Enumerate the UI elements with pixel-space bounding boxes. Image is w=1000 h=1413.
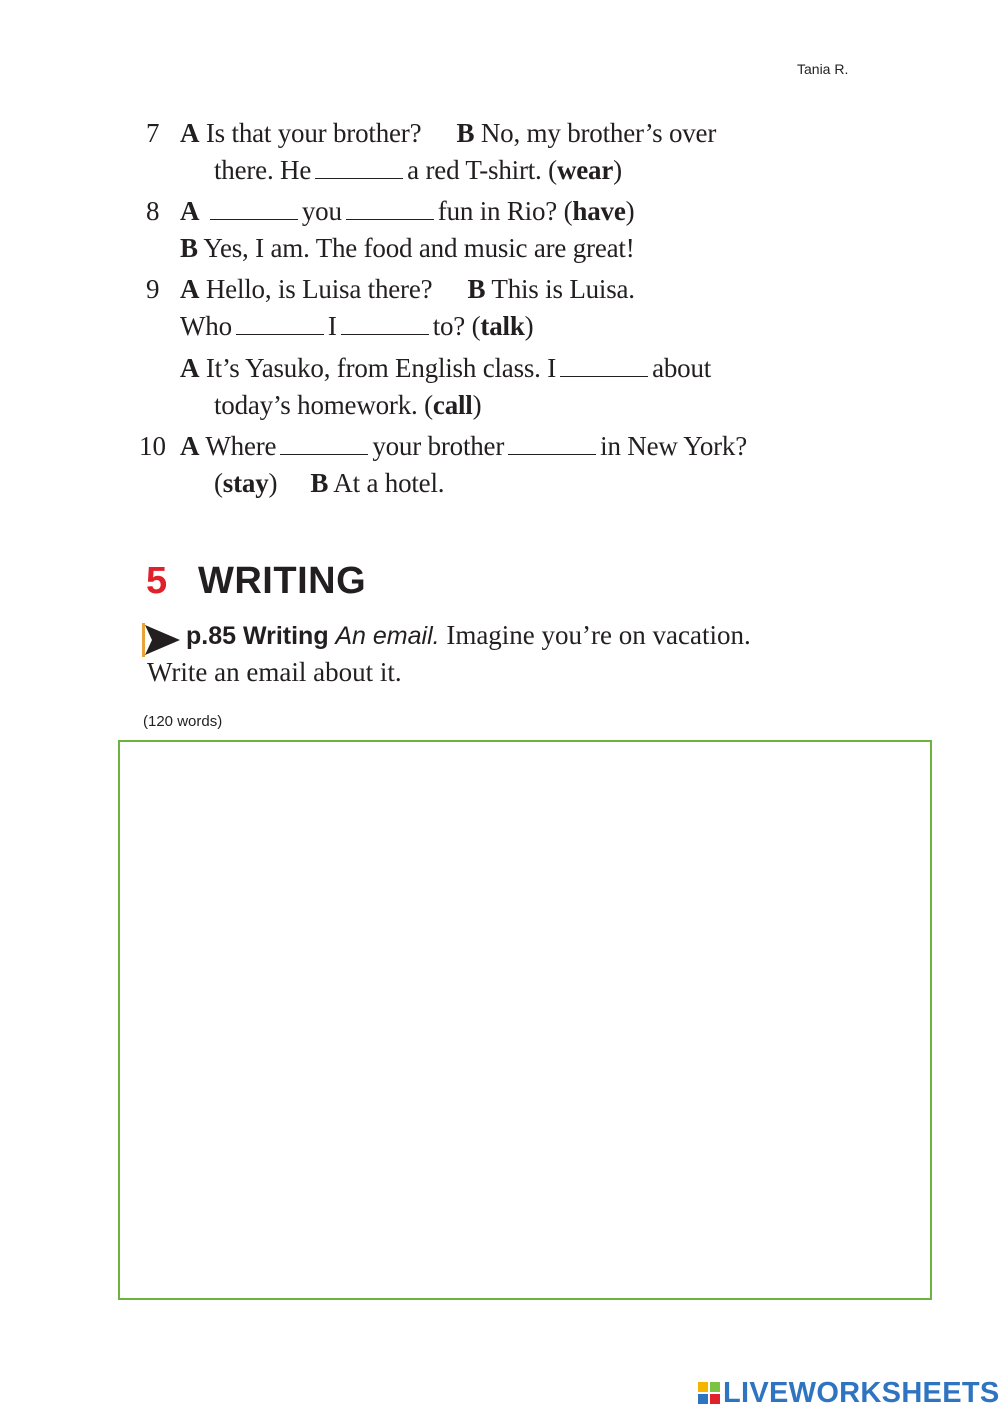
dialogue-text: Yes, I am. The food and music are great! [203, 233, 635, 263]
dialogue-text: today’s homework. ( [214, 390, 433, 420]
speaker-label: B [310, 468, 329, 498]
dialogue-text: to? ( [432, 311, 481, 341]
dialogue-text: ) [472, 390, 482, 420]
section-number: 5 [146, 560, 168, 602]
dialogue-text: fun in Rio? ( [437, 196, 573, 226]
speaker-label: B [467, 274, 486, 304]
question-8-line-1 [180, 196, 634, 227]
question-number: 9 [146, 274, 160, 304]
dialogue-text: Who [180, 311, 232, 341]
logo-icon [698, 1382, 720, 1404]
answer-blank[interactable] [508, 434, 596, 455]
section-title: WRITING [198, 560, 367, 602]
answer-blank[interactable] [210, 199, 298, 220]
answer-blank[interactable] [341, 314, 429, 335]
dialogue-text: ( [214, 468, 223, 498]
dialogue-text: about [652, 353, 712, 383]
dialogue-text: Hello, is Luisa there? [205, 274, 433, 304]
verb-prompt: talk [480, 311, 525, 341]
answer-blank[interactable] [315, 158, 403, 179]
task-instruction-line-2: Write an email about it. [147, 657, 402, 687]
speaker-label: A [180, 431, 200, 461]
dialogue-text: you [301, 196, 342, 226]
answer-blank[interactable] [280, 434, 368, 455]
dialogue-text: Where [205, 431, 277, 461]
dialogue-text: ) [268, 468, 278, 498]
speaker-label: B [180, 233, 198, 263]
word-count-hint: (120 words) [143, 713, 223, 730]
speaker-label: A [180, 353, 200, 383]
question-10-line-1 [180, 431, 747, 462]
question-9-line-3 [180, 353, 711, 384]
dialogue-text: It’s Yasuko, from English class. I [205, 353, 557, 383]
dialogue-text: ) [524, 311, 534, 341]
dialogue-text: No, my brother’s over [480, 118, 717, 148]
answer-blank[interactable] [560, 356, 648, 377]
logo-text: LIVEWORKSHEETS [723, 1376, 1000, 1409]
answer-blank[interactable] [346, 199, 434, 220]
dialogue-text: I [327, 311, 337, 341]
dialogue-text: in New York? [600, 431, 747, 461]
verb-prompt: have [572, 196, 626, 226]
verb-prompt: stay [222, 468, 269, 498]
question-7-line-2 [214, 155, 622, 186]
dialogue-text: At a hotel. [333, 468, 445, 498]
question-9-line-4 [214, 390, 481, 421]
question-number: 8 [146, 196, 160, 226]
answer-blank[interactable] [236, 314, 324, 335]
question-7-line-1 [180, 118, 716, 149]
task-instruction-line-1 [186, 620, 751, 651]
arrow-right-icon [140, 619, 182, 661]
question-9-line-2 [180, 311, 533, 342]
question-number: 7 [146, 118, 160, 148]
liveworksheets-logo [698, 1377, 1000, 1409]
verb-prompt: call [432, 390, 473, 420]
dialogue-text: ) [613, 155, 622, 185]
dialogue-text: your brother [372, 431, 505, 461]
task-text: Imagine you’re on vacation. [446, 620, 751, 650]
task-title: An email. [335, 622, 440, 650]
dialogue-text: This is Luisa. [491, 274, 635, 304]
author-name: Tania R. [797, 61, 849, 77]
question-9-line-1 [180, 274, 635, 305]
dialogue-text: ) [625, 196, 635, 226]
dialogue-text: a red T-shirt. ( [407, 155, 557, 185]
answer-text-box[interactable] [118, 740, 932, 1300]
speaker-label: A [180, 118, 200, 148]
dialogue-text: there. He [214, 155, 312, 185]
dialogue-text: Is that your brother? [205, 118, 422, 148]
speaker-label: B [456, 118, 475, 148]
verb-prompt: wear [556, 155, 614, 185]
question-8-line-2 [180, 233, 635, 264]
speaker-label: A [180, 196, 200, 226]
question-number: 10 [139, 431, 166, 461]
speaker-label: A [180, 274, 200, 304]
question-10-line-2 [214, 468, 444, 499]
page-reference: p.85 Writing [186, 622, 329, 650]
